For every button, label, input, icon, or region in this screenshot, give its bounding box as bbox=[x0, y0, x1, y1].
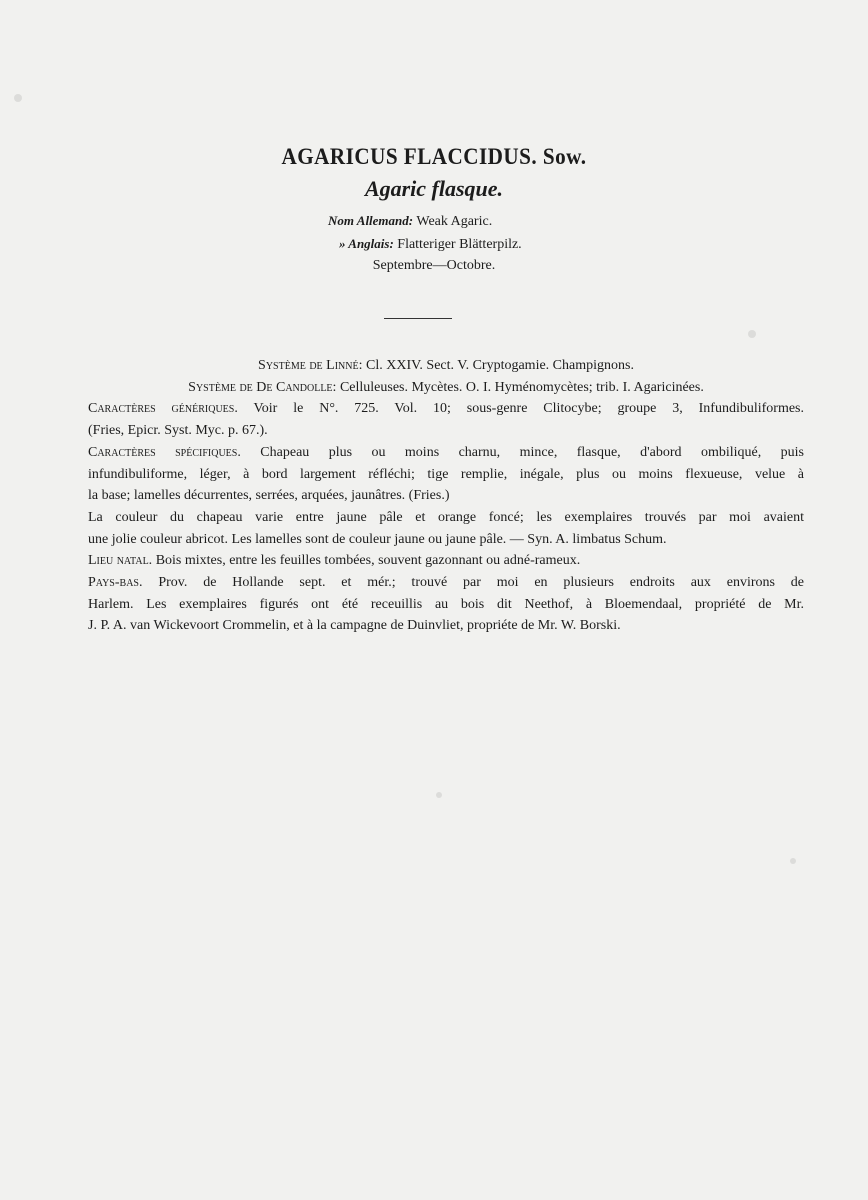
habitat-text: Bois mixtes, entre les feuilles tombées, souvent gazonnant ou adné-rameux. bbox=[155, 553, 581, 569]
specific-text: Chapeau plus ou moins charnu, mince, flasque, d'abord ombiliqué, puis bbox=[260, 444, 804, 460]
paysbas-text: Prov. de Hollande sept. et mér.; trouvé par moi en plusieurs endroits aux environs de bbox=[158, 575, 805, 591]
german-label: Nom Allemand: bbox=[328, 213, 414, 228]
german-name: Weak Agaric. bbox=[416, 214, 493, 229]
habitat-label: Lieu natal. bbox=[88, 553, 153, 569]
english-label: » Anglais: bbox=[339, 236, 394, 251]
paysbas-line-1 bbox=[88, 572, 804, 594]
page-title: AGARICUS FLACCIDUS. Sow. bbox=[281, 144, 587, 169]
paysbas-line-2: Harlem. Les exemplaires figurés ont été receuillis au bois dit Neethof, à Bloemendaal, propriété de Mr. bbox=[88, 596, 804, 612]
english-name-line bbox=[339, 236, 522, 253]
paper-speck bbox=[436, 792, 442, 798]
german-name-line bbox=[328, 213, 492, 230]
paysbas-label: Pays-bas. bbox=[88, 575, 143, 591]
linne-line bbox=[88, 355, 804, 377]
page-subtitle: Agaric flasque. bbox=[364, 176, 504, 201]
candolle-text: Celluleuses. Mycètes. O. I. Hyménomycètes; trib. I. Agaricinées. bbox=[339, 379, 704, 395]
specific-line-3: la base; lamelles décurrentes, serrées, arquées, jaunâtres. (Fries.) bbox=[88, 488, 450, 504]
paper-speck bbox=[748, 330, 756, 338]
divider bbox=[384, 318, 452, 319]
color-line-2: une jolie couleur abricot. Les lamelles sont de couleur jaune ou jaune pâle. — Syn. A. limbatus Schum. bbox=[88, 531, 667, 547]
candolle-label: Système de De Candolle: bbox=[188, 379, 337, 395]
habitat-line bbox=[88, 550, 804, 572]
specific-label: Caractères spécifiques. bbox=[88, 444, 241, 460]
generic-line-1 bbox=[88, 398, 804, 420]
season: Septembre—Octobre. bbox=[372, 258, 496, 273]
color-line-1: La couleur du chapeau varie entre jaune pâle et orange foncé; les exemplaires trouvés par moi avaient bbox=[88, 509, 804, 525]
linne-text: Cl. XXIV. Sect. V. Cryptogamie. Champignons. bbox=[366, 358, 634, 373]
paysbas-line-3: J. P. A. van Wickevoort Crommelin, et à la campagne de Duinvliet, propriéte de Mr. W. Borski. bbox=[88, 618, 621, 634]
candolle-line bbox=[88, 377, 804, 399]
linne-label: Système de Linné: bbox=[258, 358, 363, 373]
generic-text: Voir le N°. 725. Vol. 10; sous-genre Clitocybe; groupe 3, Infundibuliformes. bbox=[253, 401, 805, 417]
english-name: Flatteriger Blätterpilz. bbox=[397, 237, 522, 252]
specific-line-1 bbox=[88, 442, 804, 464]
generic-label: Caractères génériques. bbox=[88, 401, 238, 417]
paper-speck bbox=[790, 858, 796, 864]
specific-line-2: infundibuliforme, léger, à bord largement réfléchi; tige remplie, inégale, plus ou moins flexueuse, velue à bbox=[88, 466, 804, 482]
generic-line-2: (Fries, Epicr. Syst. Myc. p. 67.). bbox=[88, 423, 268, 439]
paper-speck bbox=[14, 94, 22, 102]
description-body bbox=[88, 355, 804, 637]
